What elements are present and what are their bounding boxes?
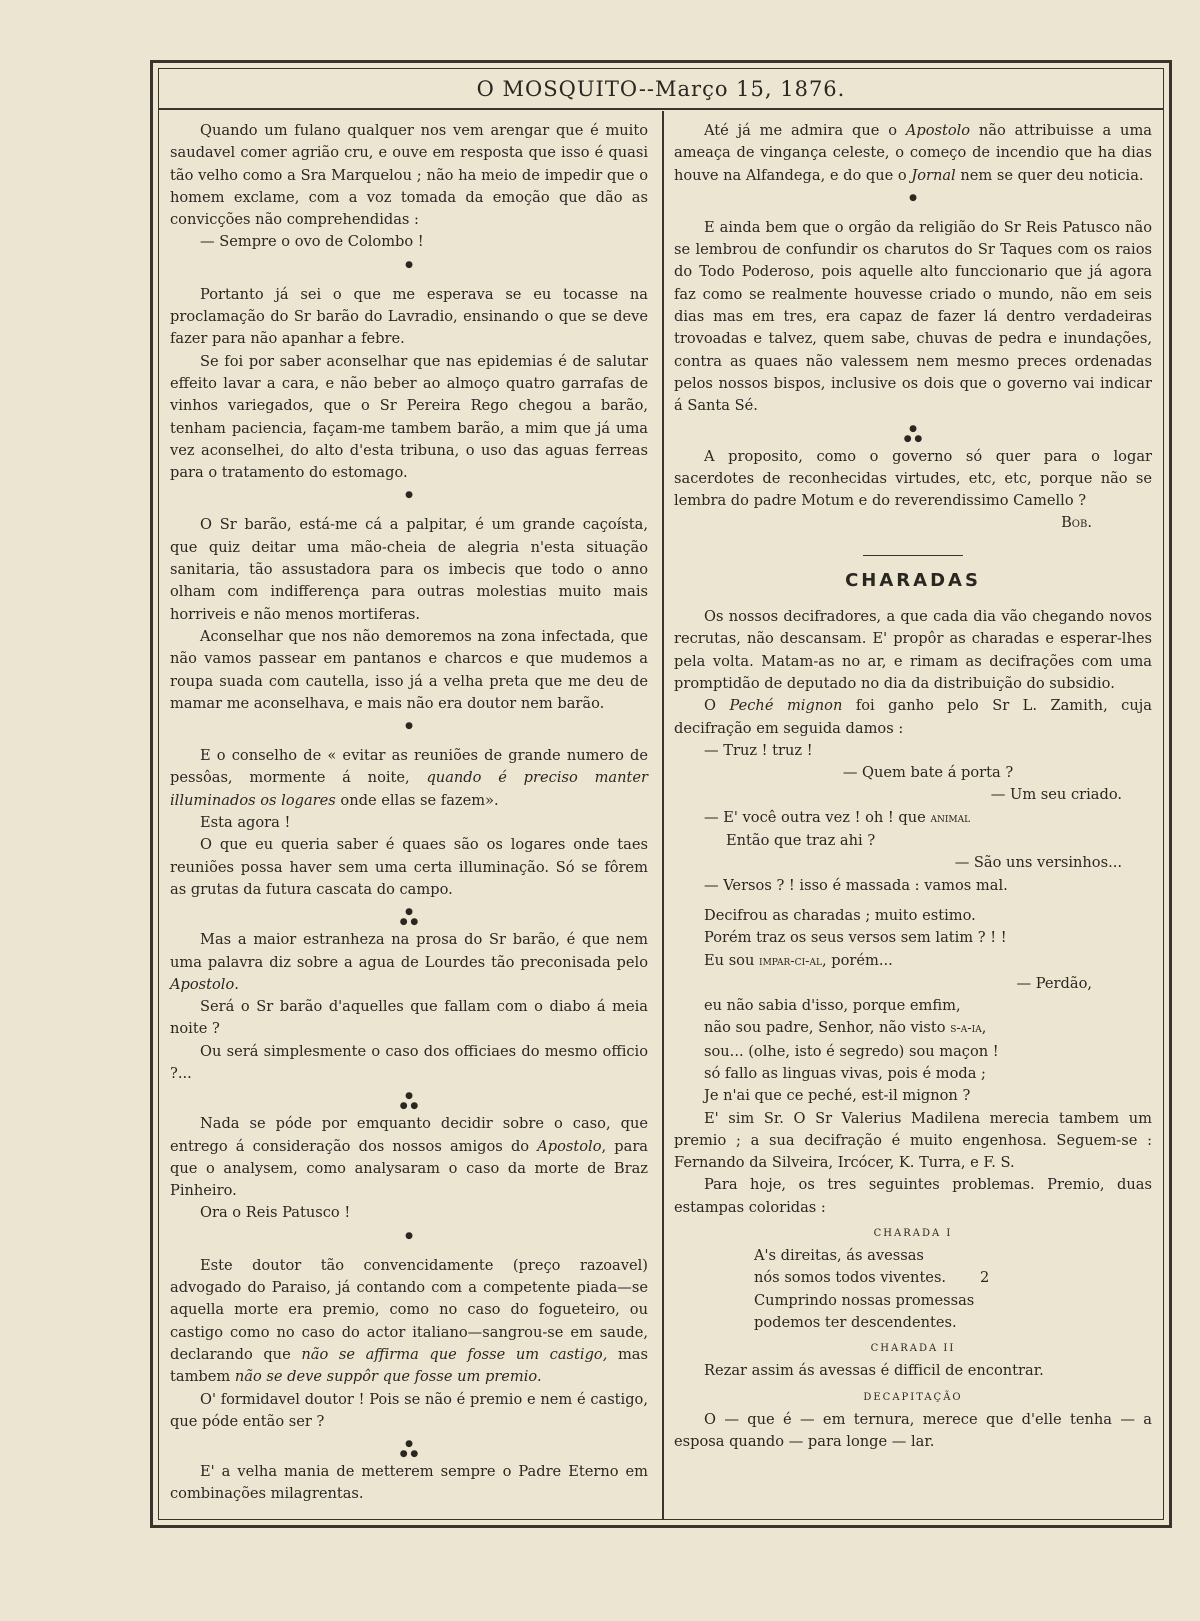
separator-stars: ● ● ●: [399, 1439, 419, 1460]
paragraph: Para hoje, os tres seguintes problemas. Premio, duas estampas coloridas :: [674, 1176, 1152, 1216]
verse-line: eu não sabia d'isso, porque emfim,: [704, 997, 961, 1015]
dialogue-line: — São uns versinhos...: [954, 854, 1122, 872]
dialogue-line: — Um seu criado.: [990, 786, 1122, 804]
charada-heading: CHARADA I: [873, 1228, 953, 1240]
paragraph: E ainda bem que o orgão da religião do Sr Reis Patusco não se lembrou de confundir os charutos do Sr Taques com os raios do Todo Poderoso, pois aquelle alto funccionario que já agora faz como se realmente houvesse criado o mundo, não em seis dias mas em tres, era capaz de fazer lá dentro verdadeiras trovoadas e talvez, quem sabe, chuvas de pedra e inundações, contra as quaes não valessem nem mesmo preces ordenadas pelos nossos bispos, inclusive os dois que o governo vai indicar á Santa Sé.: [674, 218, 1152, 415]
paragraph: Quando um fulano qualquer nos vem arengar que é muito saudavel comer agrião cru, e ouve em resposta que isso é quasi tão velho como a Sra Marquelou ; não ha meio de impedir que o homem exclame, com a voz tomada da emoção que dão as convicções não comprehendidas :: [170, 122, 648, 229]
charada-heading: DECAPITAÇÃO: [863, 1391, 963, 1403]
paragraph: Até já me admira que o Apostolo não attribuisse a uma ameaça de vingança celeste, o começo de incendio que ha dias houve na Alfandega, e do que o Jornal nem se quer deu noticia.: [674, 122, 1152, 184]
verse-line: só fallo as linguas vivas, pois é moda ;: [704, 1064, 986, 1082]
separator-stars: ● ● ●: [903, 423, 923, 444]
paragraph: Este doutor tão convencidamente (preço razoavel) advogado do Paraiso, já contando com a competente piada—se aquella morte era premio, como no caso do fogueteiro, ou castigo como no caso do actor italiano—sangrou-se em saude, declarando que não se affirma que fosse um castigo, mas tambem não se deve suppôr que fosse um premio.: [170, 1256, 649, 1386]
separator-star: ●: [405, 721, 413, 732]
verse-line: Cumprindo nossas promessas: [754, 1291, 975, 1309]
paragraph: Esta agora !: [200, 814, 291, 832]
dialogue-line: — E' você outra vez ! oh ! que animal: [704, 808, 971, 826]
verse-line: Eu sou impar-ci-al, porém...: [704, 951, 893, 969]
dialogue: [674, 740, 1152, 1108]
section-title: CHARADAS: [845, 569, 981, 591]
paragraph: Se foi por saber aconselhar que nas epidemias é de salutar effeito lavar a cara, e não beber ao almoço quatro garrafas de vinhos variegados, que o Sr Pereira Rego chegou a barão, tenham paciencia, façam-me tambem barão, a mim que já uma vez aconselhei, do alto d'esta tribuna, o uso das aguas ferreas para o tratamento do estomago.: [170, 352, 648, 482]
paragraph: O Sr barão, está-me cá a palpitar, é um grande caçoísta, que quiz deitar uma mão-cheia de alegria n'esta situação sanitaria, tão assustadora para os imbecis que todo o anno olham com indifferença para outras molestias muito mais horriveis e não menos mortiferas.: [170, 516, 648, 623]
paragraph: — Sempre o ovo de Colombo !: [200, 233, 424, 251]
dialogue-line: — Versos ? ! isso é massada : vamos mal.: [704, 876, 1008, 894]
verse-line: Decifrou as charadas ; muito estimo.: [704, 906, 976, 924]
left-column: [170, 120, 648, 1506]
verse-line: podemos ter descendentes.: [754, 1313, 957, 1331]
paragraph: E' a velha mania de metterem sempre o Padre Eterno em combinações milagrentas.: [170, 1463, 648, 1503]
verse-line: — Perdão,: [1016, 974, 1092, 992]
verse-line: não sou padre, Senhor, não visto s-a-ia,: [704, 1019, 987, 1037]
paragraph: Será o Sr barão d'aquelles que fallam com o diabo á meia noite ?: [170, 998, 648, 1038]
separator-star: ●: [405, 1230, 413, 1241]
paragraph: Os nossos decifradores, a que cada dia vão chegando novos recrutas, não descansam. E' propôr as charadas e esperar-lhes pela volta. Matam-as no ar, e rimam as decifrações com uma promptidão de deputado no dia da distribuição do subsidio.: [674, 608, 1152, 692]
verse-line: nós somos todos viventes.: [754, 1269, 947, 1287]
dialogue-line: — Quem bate á porta ?: [842, 764, 1014, 782]
paragraph: Rezar assim ás avessas é difficil de encontrar.: [704, 1362, 1044, 1380]
verse-line: sou... (olhe, isto é segredo) sou maçon !: [704, 1042, 999, 1060]
paragraph: Nada se póde por emquanto decidir sobre o caso, que entrego á consideração dos nossos amigos do Apostolo, para que o analysem, como analysaram o caso da morte de Braz Pinheiro.: [170, 1115, 649, 1200]
separator-star: ●: [405, 490, 413, 501]
page-header: O MOSQUITO--Março 15, 1876.: [158, 68, 1164, 110]
paragraph: O que eu queria saber é quaes são os logares onde taes reuniões possa haver sem uma certa illuminação. Só se fôrem as grutas da futura cascata do campo.: [170, 836, 648, 898]
separator-stars: ● ● ●: [399, 907, 419, 928]
syllable-count: 2: [980, 1269, 990, 1287]
charada-verse: [674, 1245, 1152, 1334]
section-rule: [863, 555, 963, 556]
verse-line: A's direitas, ás avessas: [754, 1247, 924, 1265]
paragraph: E o conselho de « evitar as reuniões de grande numero de pessôas, mormente á noite, quando é preciso manter illuminados os logares onde ellas se fazem».: [170, 747, 648, 809]
paragraph: A proposito, como o governo só quer para o logar sacerdotes de reconhecidas virtudes, etc, etc, porque não se lembra do padre Motum e do reverendissimo Camello ?: [674, 447, 1152, 510]
paragraph: Mas a maior estranheza na prosa do Sr barão, é que nem uma palavra diz sobre a agua de Lourdes tão preconisada pelo Apostolo.: [170, 931, 648, 993]
separator-stars: ● ● ●: [399, 1091, 419, 1112]
paragraph: O' formidavel doutor ! Pois se não é premio e nem é castigo, que póde então ser ?: [170, 1390, 648, 1430]
separator-star: ●: [405, 259, 413, 270]
signature: Bob.: [1061, 514, 1092, 532]
paragraph: Portanto já sei o que me esperava se eu tocasse na proclamação do Sr barão do Lavradio, ensinando o que se deve fazer para não apanhar a febre.: [170, 285, 648, 348]
paragraph: Ora o Reis Patusco !: [200, 1204, 351, 1222]
charada-heading: CHARADA II: [870, 1343, 956, 1355]
paragraph: O — que é — em ternura, merece que d'elle tenha — a esposa quando — para longe — lar.: [674, 1410, 1152, 1450]
paragraph: Ou será simplesmente o caso dos officiaes do mesmo officio ?...: [170, 1042, 648, 1082]
paragraph: O Peché mignon foi ganho pelo Sr L. Zamith, cuja decifração em seguida damos :: [674, 697, 1152, 737]
separator-star: ●: [909, 192, 917, 203]
paragraph: E' sim Sr. O Sr Valerius Madilena merecia tambem um premio ; a sua decifração é muito engenhosa. Seguem-se : Fernando da Silveira, Ircócer, K. Turra, e F. S.: [674, 1109, 1152, 1172]
column-divider: [662, 111, 664, 1519]
verse-line: Je n'ai que ce peché, est-il mignon ?: [704, 1087, 971, 1105]
right-column: [674, 120, 1152, 1453]
dialogue-line: Então que traz ahi ?: [726, 832, 876, 850]
dialogue-line: — Truz ! truz !: [704, 741, 813, 759]
paragraph: Aconselhar que nos não demoremos na zona infectada, que não vamos passear em pantanos e charcos e que mudemos a roupa suada com cautella, isso já a velha preta que me deu de mamar me aconselhava, e mais não era doutor nem barão.: [170, 627, 648, 712]
verse-line: Porém traz os seus versos sem latim ? ! !: [704, 929, 1007, 947]
